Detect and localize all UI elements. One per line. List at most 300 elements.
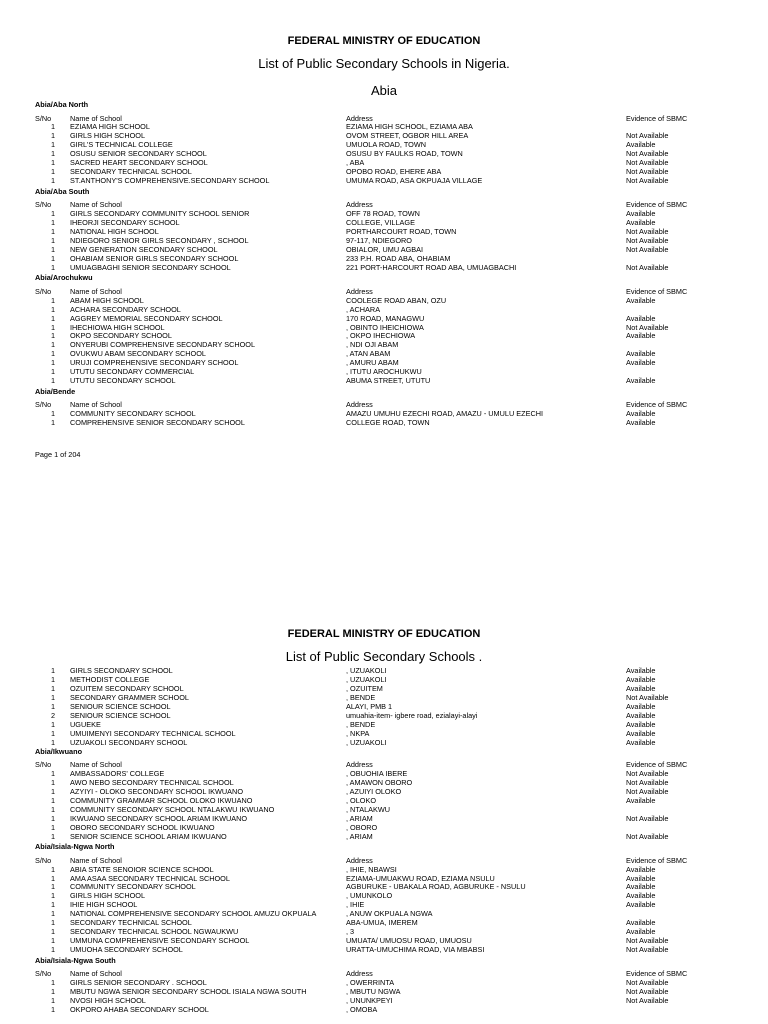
- school-address: , OZUITEM: [346, 683, 383, 693]
- serial-number: 1: [50, 909, 55, 919]
- serial-number: 1: [50, 795, 55, 805]
- school-address: , ARIAM: [346, 813, 373, 823]
- serial-number: 1: [50, 728, 55, 738]
- school-address: OSUSU BY FAULKS ROAD, TOWN: [346, 149, 463, 159]
- section-heading: Abia/Aba North: [35, 100, 89, 109]
- sbmc-evidence: Not Available: [626, 131, 669, 141]
- school-name: ST.ANTHONY'S COMPREHENSIVE.SECONDARY SCHOOL: [70, 176, 270, 186]
- school-name: IHEORJI SECONDARY SCHOOL: [70, 218, 180, 227]
- table-header-row: [0, 969, 768, 978]
- serial-number: 1: [50, 131, 55, 141]
- header-serial-number: S/No: [35, 200, 52, 210]
- school-address: 97-117, NDIEGORO: [346, 235, 412, 245]
- school-address: , OBUOHIA IBERE: [346, 769, 408, 778]
- sbmc-evidence: Available: [626, 418, 656, 428]
- school-name: IHECHIOWA HIGH SCHOOL: [70, 322, 165, 332]
- school-address: PORTHARCOURT ROAD, TOWN: [346, 226, 457, 236]
- school-name: OVUKWU ABAM SECONDARY SCHOOL: [70, 349, 206, 359]
- school-address: , UZUAKOLI: [346, 737, 387, 747]
- table-header-row: [0, 287, 768, 296]
- table-row: [0, 367, 768, 376]
- school-address: ABA-UMUA, IMEREM: [346, 918, 418, 928]
- header-sbmc-evidence: Evidence of SBMC: [626, 113, 688, 123]
- school-name: SECONDARY TECHNICAL SCHOOL NGWAUKWU: [70, 927, 239, 937]
- sbmc-evidence: Not Available: [626, 777, 669, 787]
- serial-number: 1: [50, 873, 55, 883]
- table-row: [0, 909, 768, 918]
- table-row: [0, 666, 768, 675]
- serial-number: 1: [50, 777, 55, 787]
- header-school-address: Address: [346, 286, 373, 296]
- table-row: [0, 987, 768, 996]
- serial-number: 1: [50, 358, 55, 368]
- table-row: [0, 865, 768, 874]
- sbmc-evidence: Available: [626, 795, 656, 805]
- school-address: , OMOBA: [346, 1004, 378, 1014]
- sbmc-evidence: Available: [626, 873, 656, 883]
- document-subtitle: List of Public Secondary Schools .: [285, 649, 483, 664]
- sbmc-evidence: Available: [626, 666, 656, 675]
- school-name: UMMUNA COMPREHENSIVE SECONDARY SCHOOL: [70, 936, 250, 946]
- table-row: [0, 787, 768, 796]
- serial-number: 1: [50, 864, 55, 874]
- sbmc-evidence: Available: [626, 882, 656, 892]
- table-row: [0, 349, 768, 358]
- sbmc-evidence: Available: [626, 295, 656, 305]
- serial-number: 1: [50, 737, 55, 747]
- school-address: , OBORO: [346, 822, 378, 832]
- school-name: GIRLS HIGH SCHOOL: [70, 131, 146, 141]
- school-address: , UNUNKPEYI: [346, 995, 393, 1005]
- sbmc-evidence: Available: [626, 900, 656, 910]
- table-row: [0, 936, 768, 945]
- serial-number: 1: [50, 1004, 55, 1014]
- serial-number: 1: [50, 804, 55, 814]
- header-school-name: Name of School: [70, 400, 122, 410]
- school-address: , ITUTU AROCHUKWU: [346, 367, 422, 377]
- table-row: [0, 314, 768, 323]
- table-row: [0, 945, 768, 954]
- school-name: MBUTU NGWA SENIOR SECONDARY SCHOOL ISIALA NGWA SOUTH: [70, 986, 307, 996]
- ministry-heading: FEDERAL MINISTRY OF EDUCATION: [287, 35, 481, 47]
- header-school-name: Name of School: [70, 855, 122, 865]
- school-name: UTUTU SECONDARY COMMERCIAL: [70, 367, 195, 377]
- serial-number: 1: [50, 167, 55, 177]
- school-name: UZUAKOLI SECONDARY SCHOOL: [70, 737, 188, 747]
- school-name: NVOSI HIGH SCHOOL: [70, 995, 146, 1005]
- serial-number: 1: [50, 244, 55, 254]
- school-name: ACHARA SECONDARY SCHOOL: [70, 304, 181, 314]
- school-address: , ABA: [346, 158, 365, 168]
- serial-number: 1: [50, 918, 55, 928]
- table-row: [0, 918, 768, 927]
- table-row: [0, 702, 768, 711]
- serial-number: 1: [50, 122, 55, 132]
- header-serial-number: S/No: [35, 760, 52, 770]
- sbmc-evidence: Not Available: [626, 786, 669, 796]
- serial-number: 1: [50, 936, 55, 946]
- table-header-row: [0, 856, 768, 865]
- school-address: , 3: [346, 927, 355, 937]
- sbmc-evidence: Available: [626, 376, 656, 386]
- table-row: [0, 1005, 768, 1014]
- school-name: COMMUNITY SECONDARY SCHOOL NTALAKWU IKWUANO: [70, 804, 275, 814]
- school-name: URUJI COMPREHENSIVE SECONDARY SCHOOL: [70, 358, 239, 368]
- sbmc-evidence: Not Available: [626, 226, 669, 236]
- serial-number: 1: [50, 340, 55, 350]
- header-school-name: Name of School: [70, 200, 122, 210]
- school-name: AZYIYI - OLOKO SECONDARY SCHOOL IKWUANO: [70, 786, 243, 796]
- sbmc-evidence: Not Available: [626, 176, 669, 186]
- school-name: NEW GENERATION SECONDARY SCHOOL: [70, 244, 218, 254]
- table-row: [0, 209, 768, 218]
- sbmc-evidence: Available: [626, 409, 656, 419]
- sbmc-evidence: Not Available: [626, 692, 669, 702]
- school-address: , AMAWON OBORO: [346, 777, 413, 787]
- table-row: [0, 832, 768, 841]
- school-address: COOLEGE ROAD ABAN, OZU: [346, 295, 447, 305]
- school-name: AGGREY MEMORIAL SECONDARY SCHOOL: [70, 313, 223, 323]
- section-heading: Abia/Isiala-Ngwa North: [35, 842, 115, 852]
- school-name: COMPREHENSIVE SENIOR SECONDARY SCHOOL: [70, 418, 245, 428]
- serial-number: 1: [50, 149, 55, 159]
- school-name: GIRLS SENIOR SECONDARY . SCHOOL: [70, 978, 207, 987]
- table-row: [0, 149, 768, 158]
- serial-number: 1: [50, 376, 55, 386]
- sbmc-evidence: Available: [626, 719, 656, 729]
- school-address: , UZUAKOLI: [346, 666, 387, 675]
- serial-number: 1: [50, 418, 55, 428]
- serial-number: 1: [50, 331, 55, 341]
- sbmc-evidence: Available: [626, 358, 656, 368]
- table-row: [0, 729, 768, 738]
- table-row: [0, 323, 768, 332]
- table-row: [0, 376, 768, 385]
- serial-number: 1: [50, 692, 55, 702]
- sbmc-evidence: Available: [626, 683, 656, 693]
- table-row: [0, 711, 768, 720]
- serial-number: 1: [50, 927, 55, 937]
- serial-number: 1: [50, 769, 55, 778]
- sbmc-evidence: Not Available: [626, 149, 669, 159]
- section-heading: Abia/Isiala-Ngwa South: [35, 955, 116, 965]
- header-sbmc-evidence: Evidence of SBMC: [626, 760, 688, 770]
- serial-number: 1: [50, 313, 55, 323]
- table-row: [0, 254, 768, 263]
- serial-number: 1: [50, 831, 55, 841]
- school-address: , ATAN ABAM: [346, 349, 391, 359]
- header-school-name: Name of School: [70, 969, 122, 979]
- sbmc-evidence: Not Available: [626, 322, 669, 332]
- table-row: [0, 882, 768, 891]
- school-address: umuahia-item- igbere road, ezialayi-alayi: [346, 710, 478, 720]
- school-address: , IHIE, NBAWSI: [346, 864, 397, 874]
- serial-number: 1: [50, 900, 55, 910]
- serial-number: 1: [50, 295, 55, 305]
- school-name: NDIEGORO SENIOR GIRLS SECONDARY , SCHOOL: [70, 235, 249, 245]
- sbmc-evidence: Available: [626, 891, 656, 901]
- school-name: AWO NEBO SECONDARY TECHNICAL SCHOOL: [70, 777, 234, 787]
- school-address: 221 PORT-HARCOURT ROAD ABA, UMUAGBACHI: [346, 262, 517, 272]
- table-row: [0, 996, 768, 1005]
- school-name: OHABIAM SENIOR GIRLS SECONDARY SCHOOL: [70, 253, 239, 263]
- sbmc-evidence: Available: [626, 331, 656, 341]
- sbmc-evidence: Not Available: [626, 244, 669, 254]
- sbmc-evidence: Not Available: [626, 831, 669, 841]
- school-name: METHODIST COLLEGE: [70, 674, 150, 684]
- school-address: , MBUTU NGWA: [346, 986, 401, 996]
- school-name: ABAM HIGH SCHOOL: [70, 295, 144, 305]
- serial-number: 1: [50, 666, 55, 675]
- school-address: , IHIE: [346, 900, 365, 910]
- header-school-address: Address: [346, 113, 373, 123]
- serial-number: 1: [50, 226, 55, 236]
- table-row: [0, 340, 768, 349]
- table-row: [0, 158, 768, 167]
- school-name: SENIOUR SCIENCE SCHOOL: [70, 701, 171, 711]
- serial-number: 1: [50, 253, 55, 263]
- school-address: UMUMA ROAD, ASA OKPUAJA VILLAGE: [346, 176, 483, 186]
- header-serial-number: S/No: [35, 969, 52, 979]
- table-row: [0, 122, 768, 131]
- table-row: [0, 927, 768, 936]
- sbmc-evidence: Available: [626, 701, 656, 711]
- table-row: [0, 900, 768, 909]
- sbmc-evidence: Available: [626, 218, 656, 227]
- school-name: OBORO SECONDARY SCHOOL IKWUANO: [70, 822, 215, 832]
- table-row: [0, 778, 768, 787]
- ministry-heading: FEDERAL MINISTRY OF EDUCATION: [287, 628, 481, 640]
- school-name: ONYERUBI COMPREHENSIVE SECONDARY SCHOOL: [70, 340, 256, 350]
- header-sbmc-evidence: Evidence of SBMC: [626, 200, 688, 210]
- school-address: URATTA-UMUCHIMA ROAD, VIA MBABSI: [346, 945, 485, 955]
- school-name: NATIONAL HIGH SCHOOL: [70, 226, 159, 236]
- school-address: EZIAMA HIGH SCHOOL, EZIAMA ABA: [346, 122, 473, 132]
- table-header-row: [0, 760, 768, 769]
- school-name: UGUEKE: [70, 719, 101, 729]
- school-address: OVOM STREET, OGBOR HILL AREA: [346, 131, 469, 141]
- school-name: UMUIMENYI SECONDARY TECHNICAL SCHOOL: [70, 728, 236, 738]
- serial-number: 1: [50, 945, 55, 955]
- school-name: COMMUNITY SECONDARY SCHOOL: [70, 409, 196, 419]
- sbmc-evidence: Available: [626, 140, 656, 150]
- school-name: SENIOUR SCIENCE SCHOOL: [70, 710, 171, 720]
- header-serial-number: S/No: [35, 855, 52, 865]
- header-school-address: Address: [346, 969, 373, 979]
- school-address: AMAZU UMUHU EZECHI ROAD, AMAZU - UMULU EZECHI: [346, 409, 544, 419]
- sbmc-evidence: Available: [626, 349, 656, 359]
- serial-number: 1: [50, 322, 55, 332]
- header-school-address: Address: [346, 855, 373, 865]
- school-name: UTUTU SECONDARY SCHOOL: [70, 376, 176, 386]
- school-name: AMA ASAA SECONDARY TECHNICAL SCHOOL: [70, 873, 230, 883]
- header-serial-number: S/No: [35, 400, 52, 410]
- serial-number: 1: [50, 409, 55, 419]
- table-row: [0, 891, 768, 900]
- sbmc-evidence: Available: [626, 864, 656, 874]
- school-name: SECONDARY TECHNICAL SCHOOL: [70, 918, 192, 928]
- school-name: IKWUANO SECONDARY SCHOOL ARIAM IKWUANO: [70, 813, 248, 823]
- table-row: [0, 418, 768, 427]
- school-name: SECONDARY GRAMMER SCHOOL: [70, 692, 189, 702]
- sbmc-evidence: Not Available: [626, 986, 669, 996]
- sbmc-evidence: Available: [626, 710, 656, 720]
- sbmc-evidence: Available: [626, 737, 656, 747]
- table-row: [0, 245, 768, 254]
- sbmc-evidence: Not Available: [626, 262, 669, 272]
- document-page-2: [0, 595, 768, 1024]
- table-row: [0, 796, 768, 805]
- school-address: , AMURU ABAM: [346, 358, 399, 368]
- section-heading: Abia/Bende: [35, 386, 76, 396]
- school-name: OSUSU SENIOR SECONDARY SCHOOL: [70, 149, 207, 159]
- table-row: [0, 738, 768, 747]
- school-address: EZIAMA-UMUAKWU ROAD, EZIAMA NSULU: [346, 873, 495, 883]
- header-school-address: Address: [346, 760, 373, 770]
- sbmc-evidence: Available: [626, 674, 656, 684]
- school-address: 233 P.H. ROAD ABA, OHABIAM: [346, 253, 451, 263]
- table-row: [0, 167, 768, 176]
- table-row: [0, 978, 768, 987]
- table-row: [0, 218, 768, 227]
- school-name: AMBASSADORS' COLLEGE: [70, 769, 165, 778]
- sbmc-evidence: Not Available: [626, 945, 669, 955]
- table-header-row: [0, 114, 768, 123]
- school-address: UMUOLA ROAD, TOWN: [346, 140, 427, 150]
- serial-number: 1: [50, 209, 55, 219]
- serial-number: 1: [50, 304, 55, 314]
- header-school-name: Name of School: [70, 286, 122, 296]
- school-name: UMUOHA SECONDARY SCHOOL: [70, 945, 183, 955]
- school-address: UMUATA/ UMUOSU ROAD, UMUOSU: [346, 936, 472, 946]
- school-name: UMUAGBAGHI SENIOR SECONDARY SCHOOL: [70, 262, 231, 272]
- header-sbmc-evidence: Evidence of SBMC: [626, 400, 688, 410]
- school-address: COLLEGE ROAD, TOWN: [346, 418, 430, 428]
- school-name: ABIA STATE SENOIOR SCIENCE SCHOOL: [70, 864, 214, 874]
- section-heading: Abia/Aba South: [35, 186, 90, 196]
- section-heading: Abia/Arochukwu: [35, 273, 93, 283]
- serial-number: 1: [50, 882, 55, 892]
- sbmc-evidence: Not Available: [626, 769, 669, 778]
- serial-number: 1: [50, 701, 55, 711]
- school-name: OZUITEM SECONDARY SCHOOL: [70, 683, 184, 693]
- header-serial-number: S/No: [35, 113, 52, 123]
- school-name: IHIE HIGH SCHOOL: [70, 900, 138, 910]
- table-row: [0, 296, 768, 305]
- school-address: , NTALAKWU: [346, 804, 391, 814]
- serial-number: 1: [50, 674, 55, 684]
- table-row: [0, 675, 768, 684]
- table-header-row: [0, 400, 768, 409]
- table-row: [0, 823, 768, 832]
- serial-number: 1: [50, 176, 55, 186]
- table-header-row: [0, 200, 768, 209]
- school-address: , AZUIYI OLOKO: [346, 786, 402, 796]
- serial-number: 1: [50, 978, 55, 987]
- serial-number: 1: [50, 813, 55, 823]
- school-address: COLLEGE, VILLAGE: [346, 218, 415, 227]
- school-address: AGBURUKE - UBAKALA ROAD, AGBURUKE - NSULU: [346, 882, 526, 892]
- school-name: OKPORO AHABA SECONDARY SCHOOL: [70, 1004, 209, 1014]
- school-address: ABUMA STREET, UTUTU: [346, 376, 431, 386]
- sbmc-evidence: Not Available: [626, 813, 669, 823]
- table-row: [0, 305, 768, 314]
- table-row: [0, 805, 768, 814]
- section-heading: Abia/Ikwuano: [35, 746, 83, 756]
- school-address: , NDI OJI ABAM: [346, 340, 399, 350]
- school-address: OBIALOR, UMU AGBAI: [346, 244, 424, 254]
- sbmc-evidence: Available: [626, 728, 656, 738]
- header-sbmc-evidence: Evidence of SBMC: [626, 969, 688, 979]
- table-row: [0, 814, 768, 823]
- header-sbmc-evidence: Evidence of SBMC: [626, 855, 688, 865]
- school-name: GIRLS SECONDARY SCHOOL: [70, 666, 173, 675]
- sbmc-evidence: Not Available: [626, 936, 669, 946]
- school-address: , BENDE: [346, 692, 376, 702]
- serial-number: 1: [50, 683, 55, 693]
- school-address: , UZUAKOLI: [346, 674, 387, 684]
- serial-number: 1: [50, 158, 55, 168]
- serial-number: 2: [50, 710, 55, 720]
- school-name: GIRLS SECONDARY COMMUNITY SCHOOL SENIOR: [70, 209, 250, 219]
- header-school-address: Address: [346, 200, 373, 210]
- document-subtitle: List of Public Secondary Schools in Nigeria.: [258, 56, 510, 71]
- school-address: , ANUW OKPUALA NGWA: [346, 909, 433, 919]
- serial-number: 1: [50, 235, 55, 245]
- header-school-name: Name of School: [70, 113, 122, 123]
- table-row: [0, 236, 768, 245]
- serial-number: 1: [50, 891, 55, 901]
- school-address: , OLOKO: [346, 795, 377, 805]
- sbmc-evidence: Not Available: [626, 167, 669, 177]
- table-row: [0, 140, 768, 149]
- school-address: , OKPO IHECHIOWA: [346, 331, 416, 341]
- table-row: [0, 684, 768, 693]
- state-heading: Abia: [370, 83, 398, 98]
- sbmc-evidence: Available: [626, 918, 656, 928]
- serial-number: 1: [50, 218, 55, 227]
- sbmc-evidence: Available: [626, 209, 656, 219]
- school-address: , ARIAM: [346, 831, 373, 841]
- table-row: [0, 720, 768, 729]
- school-name: GIRLS HIGH SCHOOL: [70, 891, 146, 901]
- school-address: , NKPA: [346, 728, 370, 738]
- school-address: , OWERRINTA: [346, 978, 395, 987]
- header-school-address: Address: [346, 400, 373, 410]
- sbmc-evidence: Not Available: [626, 978, 669, 987]
- table-row: [0, 331, 768, 340]
- table-row: [0, 874, 768, 883]
- school-name: EZIAMA HIGH SCHOOL: [70, 122, 150, 132]
- school-name: SENIOR SCIENCE SCHOOL ARIAM IKWUANO: [70, 831, 227, 841]
- school-name: COMMUNITY SECONDARY SCHOOL: [70, 882, 196, 892]
- school-name: GIRL'S TECHNICAL COLLEGE: [70, 140, 173, 150]
- school-address: , ACHARA: [346, 304, 381, 314]
- table-row: [0, 263, 768, 272]
- serial-number: 1: [50, 349, 55, 359]
- serial-number: 1: [50, 995, 55, 1005]
- page-footer: Page 1 of 204: [35, 450, 81, 459]
- table-row: [0, 409, 768, 418]
- table-row: [0, 693, 768, 702]
- table-row: [0, 769, 768, 778]
- table-row: [0, 131, 768, 140]
- serial-number: 1: [50, 822, 55, 832]
- school-name: SACRED HEART SECONDARY SCHOOL: [70, 158, 208, 168]
- school-name: OKPO SECONDARY SCHOOL: [70, 331, 172, 341]
- serial-number: 1: [50, 986, 55, 996]
- sbmc-evidence: Available: [626, 313, 656, 323]
